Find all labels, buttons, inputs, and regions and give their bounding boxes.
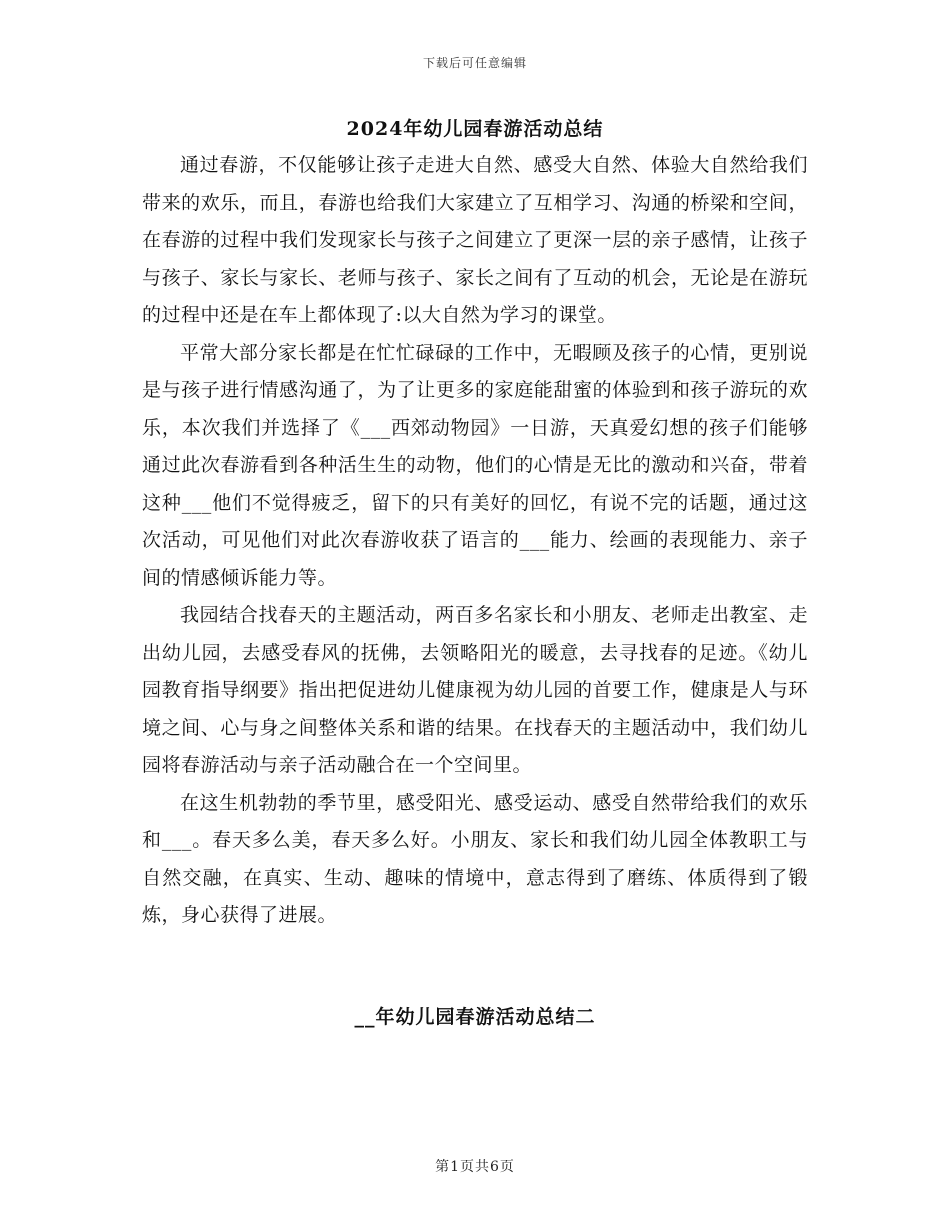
document-title: 2024年幼儿园春游活动总结	[346, 118, 604, 140]
paragraph-4: 在这生机勃勃的季节里，感受阳光、感受运动、感受自然带给我们的欢乐和___。春天多么美，春天多么好。小朋友、家长和我们幼儿园全体教职工与自然交融，在真实、生动、趣味的情境中，意志得到了磨练、体质得到了锻炼，身心获得了进展。	[142, 791, 808, 926]
paragraph-3: 我园结合找春天的主题活动，两百多名家长和小朋友、老师走出教室、走出幼儿园，去感受春风的抚佛，去领略阳光的暖意，去寻找春的足迹。《幼儿园教育指导纲要》指出把促进幼儿健康视为幼儿园的首要工作，健康是人与环境之间、心与身之间整体关系和谐的结果。在找春天的主题活动中，我们幼儿园将春游活动与亲子活动融合在一个空间里。	[142, 604, 808, 776]
paragraph-2: 平常大部分家长都是在忙忙碌碌的工作中，无暇顾及孩子的心情，更别说是与孩子进行情感沟通了，为了让更多的家庭能甜蜜的体验到和孩子游玩的欢乐，本次我们并选择了《___西郊动物园》一日游，天真爱幻想的孩子们能够通过此次春游看到各种活生生的动物，他们的心情是无比的激动和兴奋，带着这种___他们不觉得疲乏，留下的只有美好的回忆，有说不完的话题，通过这次活动，可见他们对此次春游收获了语言的___能力、绘画的表现能力、亲子间的情感倾诉能力等。	[142, 341, 808, 589]
document-body	[142, 147, 808, 935]
paragraph-1: 通过春游，不仅能够让孩子走进大自然、感受大自然、体验大自然给我们带来的欢乐，而且，春游也给我们大家建立了互相学习、沟通的桥梁和空间，在春游的过程中我们发现家长与孩子之间建立了更深一层的亲子感情，让孩子与孩子、家长与家长、老师与孩子、家长之间有了互动的机会，无论是在游玩的过程中还是在车上都体现了:以大自然为学习的课堂。	[142, 154, 808, 326]
header-note: 下载后可任意编辑	[422, 56, 527, 70]
section-subtitle: __年幼儿园春游活动总结二	[354, 1006, 596, 1028]
page-number-footer: 第1页共6页	[435, 1159, 515, 1175]
